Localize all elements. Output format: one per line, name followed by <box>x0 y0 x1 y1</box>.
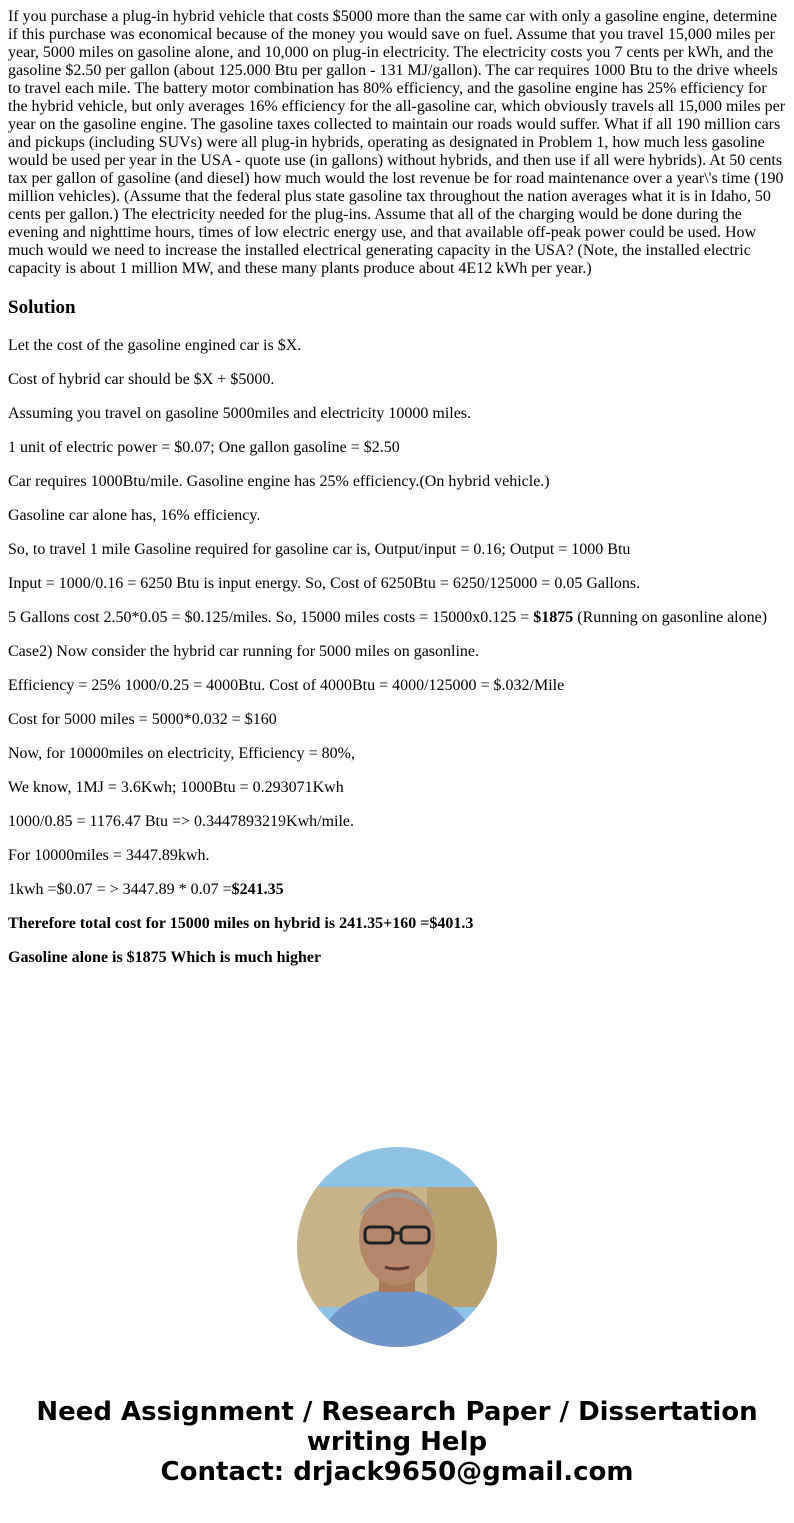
total-line <box>8 915 786 933</box>
text: 5 Gallons cost 2.50*0.05 = $0.125/miles. So, 15000 miles costs = 15000x0.125 = <box>8 609 534 626</box>
solution-line: Assuming you travel on gasoline 5000miles and electricity 10000 miles. <box>8 405 472 422</box>
solution-line: So, to travel 1 mile Gasoline required for gasoline car is, Output/input = 0.16; Output = 1000 Btu <box>8 541 631 558</box>
total-text: Therefore total cost for 15000 miles on hybrid is 241.35+160 =$401.3 <box>8 915 474 932</box>
solution-line: Car requires 1000Btu/mile. Gasoline engine has 25% efficiency.(On hybrid vehicle.) <box>8 473 550 490</box>
solution-line: Efficiency = 25% 1000/0.25 = 4000Btu. Cost of 4000Btu = 4000/125000 = $.032/Mile <box>8 677 565 694</box>
electric-cost-value: $241.35 <box>231 881 284 898</box>
contact-footer <box>0 1397 794 1487</box>
conclusion-text: Gasoline alone is $1875 Which is much higher <box>8 949 322 966</box>
solution-line: Let the cost of the gasoline engined car is $X. <box>8 337 302 354</box>
solution-line: Now, for 10000miles on electricity, Efficiency = 80%, <box>8 745 355 762</box>
solution-line: Cost of hybrid car should be $X + $5000. <box>8 371 275 388</box>
electric-cost-line <box>8 881 786 899</box>
solution-line: Case2) Now consider the hybrid car running for 5000 miles on gasonline. <box>8 643 480 660</box>
author-photo-container <box>0 1147 794 1347</box>
solution-line: 1000/0.85 = 1176.47 Btu => 0.3447893219Kwh/mile. <box>8 813 355 830</box>
solution-line: Gasoline car alone has, 16% efficiency. <box>8 507 261 524</box>
author-photo <box>297 1147 497 1347</box>
solution-line: Input = 1000/0.16 = 6250 Btu is input energy. So, Cost of 6250Btu = 6250/125000 = 0.05 Gallons. <box>8 575 641 592</box>
solution-heading: Solution <box>8 297 76 318</box>
footer-contact: Contact: drjack9650@gmail.com <box>160 1457 634 1487</box>
question-text: If you purchase a plug-in hybrid vehicle that costs $5000 more than the same car with only a gasoline engine, determine if this purchase was economical because of the money you would save on fuel. Assume that you travel 15,000 miles per year, 5000 miles on gasoline alone, and 10,000 on plug-in electricity. The electricity costs you 7 cents per kWh, and the gasoline $2.50 per gallon (about 125.000 Btu per gallon - 131 MJ/gallon). The car requires 1000 Btu to the drive wheels to travel each mile. The battery motor combination has 80% efficiency, and the gasoline engine has 25% efficiency for the hybrid vehicle, but only averages 16% efficiency for the all-gasoline car, which obviously travels all 15,000 miles per year on the gasoline engine. The gasoline taxes collected to maintain our roads would suffer. What if all 190 million cars and pickups (including SUVs) were all plug-in hybrids, operating as designated in Problem 1, how much less gasoline would be used per year in the USA - quote use (in gallons) without hybrids, and then use if all were hybrids). At 50 cents tax per gallon of gasoline (and diesel) how much would the lost revenue be for road maintenance over a year\'s time (190 million vehicles). (Assume that the federal plus state gasoline tax throughout the nation averages what it is in Idaho, 50 cents per gallon.) The electricity needed for the plug-ins. Assume that all of the charging would be done during the evening and nighttime hours, times of low electric energy use, and that available off-peak power could be used. How much would we need to increase the installed electrical generating capacity in the USA? (Note, the installed electric capacity is about 1 million MW, and these many plants produce about 4E12 kWh per year.) <box>8 8 786 277</box>
conclusion-line <box>8 949 786 967</box>
footer-headline: Need Assignment / Research Paper / Dissertation writing Help <box>36 1397 758 1457</box>
solution-line: 1 unit of electric power = $0.07; One gallon gasoline = $2.50 <box>8 439 400 456</box>
gasoline-cost-line <box>8 609 786 627</box>
gasoline-cost-value: $1875 <box>533 609 574 626</box>
solution-line: Cost for 5000 miles = 5000*0.032 = $160 <box>8 711 277 728</box>
text: 1kwh =$0.07 = > 3447.89 * 0.07 = <box>8 881 232 898</box>
solution-line: For 10000miles = 3447.89kwh. <box>8 847 210 864</box>
text: (Running on gasonline alone) <box>573 609 768 626</box>
solution-line: We know, 1MJ = 3.6Kwh; 1000Btu = 0.293071Kwh <box>8 779 344 796</box>
